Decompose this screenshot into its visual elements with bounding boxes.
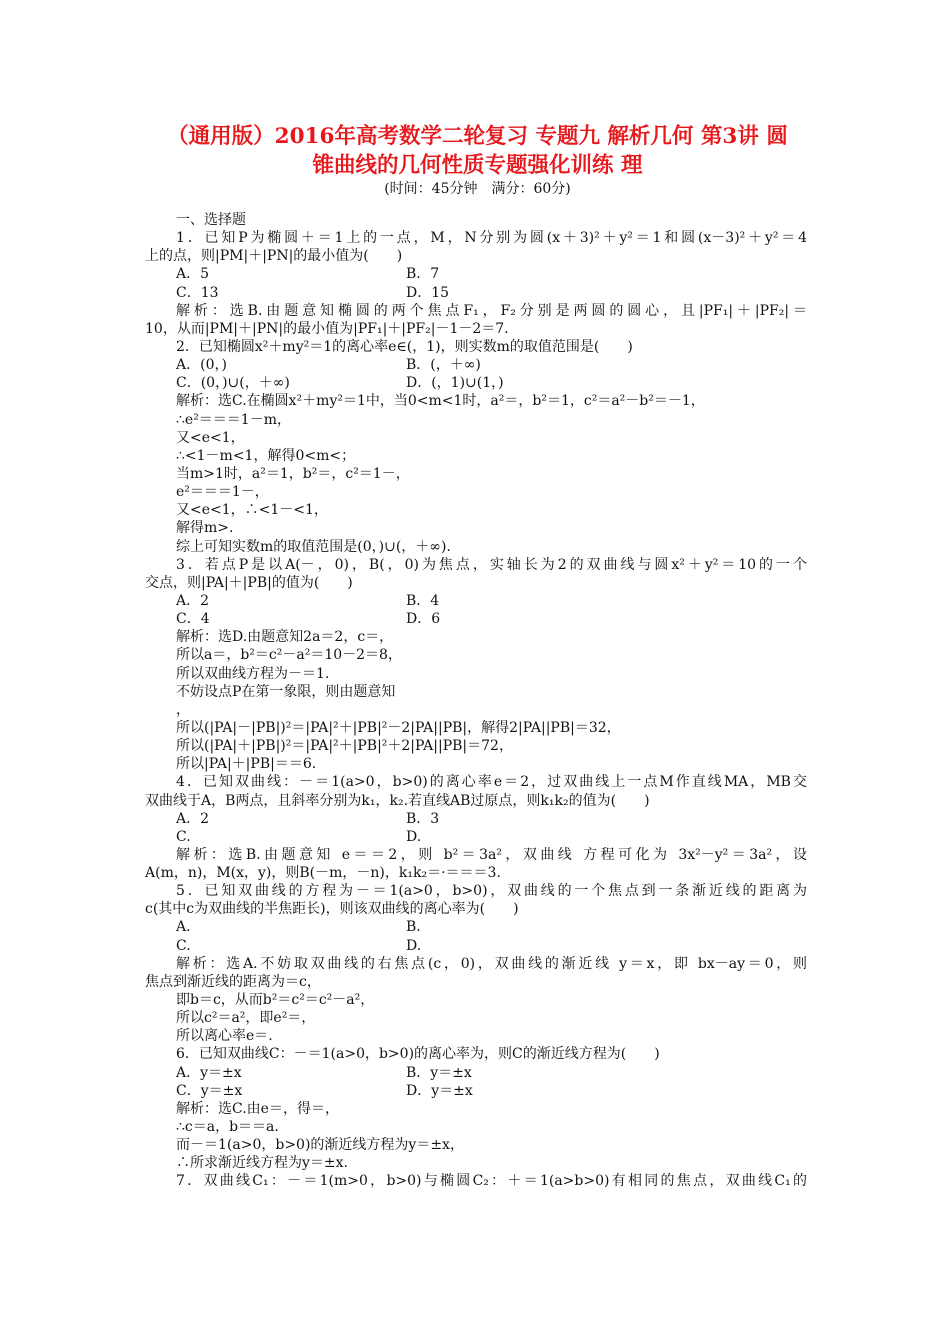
option-right: D. (406, 937, 422, 954)
document-title-line-2: 锥曲线的几何性质专题强化训练 理 (312, 153, 643, 178)
text-line: 7．双曲线C₁：－＝1(m>0，b>0)与椭圆C₂：＋＝1(a>b>0)有相同的焦点，双曲线C₁的 (176, 1173, 807, 1190)
text-line: 5．已知双曲线的方程为－＝1(a>0，b>0)，双曲线的一个焦点到一条渐近线的距离为 (176, 883, 807, 900)
text-line: 而－＝1(a>0，b>0)的渐近线方程为y＝±x， (176, 1137, 464, 1154)
answer-options-row (145, 937, 807, 955)
option-left: A．(0，) (176, 357, 227, 374)
option-left: C．13 (176, 284, 219, 301)
answer-options-row (145, 918, 807, 936)
option-left: C. (176, 828, 191, 845)
answer-options-row (145, 374, 807, 392)
text-line: 所以a＝，b²＝c²－a²＝10－2＝8， (176, 647, 402, 664)
text-line: 解析：选B.由题意知椭圆的两个焦点F₁，F₂分别是两圆的圆心，且|PF₁|＋|PF₂|＝ (176, 302, 807, 319)
text-line: 所以|PA|＋|PB|＝＝6. (176, 756, 317, 773)
text-line: A(m，n)，M(x，y)，则B(－m，－n)，k₁k₂＝·＝＝＝3. (145, 865, 501, 882)
text-line: 上的点，则|PM|＋|PN|的最小值为( ) (145, 248, 403, 265)
option-right: D．15 (406, 284, 450, 301)
text-line: e²＝＝＝1－， (176, 484, 269, 501)
text-line: 解析：选D.由题意知2a＝2，c＝， (176, 629, 394, 646)
text-line: 解析：选A.不妨取双曲线的右焦点(c，0)，双曲线的渐近线 y＝x，即 bx－ay＝0，则 (176, 955, 807, 972)
text-line: 解析：选B.由题意知 e＝＝2，则 b²＝3a²，双曲线 方程可化为 3x²－y²＝3a²，设 (176, 846, 807, 863)
answer-options-row (145, 810, 807, 828)
option-right: D．6 (406, 611, 441, 628)
text-line: 所以(|PA|＋|PB|)²＝|PA|²＋|PB|²＋2|PA||PB|＝72， (176, 738, 513, 755)
text-line: 所以双曲线方程为－＝1. (176, 665, 330, 682)
text-line: ∴e²＝＝＝1－m， (176, 411, 291, 428)
text-line: c(其中c为双曲线的半焦距长)，则该双曲线的离心率为( ) (145, 901, 519, 918)
option-right: B. (406, 919, 421, 936)
option-left: C．4 (176, 611, 210, 628)
answer-options-row (145, 592, 807, 610)
option-right: B．(，＋∞) (406, 357, 481, 374)
text-line: ， (176, 701, 190, 718)
option-left: C．(0，)∪(，＋∞) (176, 375, 290, 392)
option-right: B．4 (406, 592, 440, 609)
answer-options-row (145, 356, 807, 374)
option-right: B．y＝±x (406, 1064, 472, 1081)
option-right: D. (406, 828, 422, 845)
text-line: 又<e<1， (176, 429, 245, 446)
text-line: 当m>1时，a²＝1，b²＝，c²＝1－， (176, 465, 410, 482)
text-line: 解得m>. (176, 520, 234, 537)
option-left: A．2 (176, 810, 210, 827)
option-left: C．y＝±x (176, 1082, 243, 1099)
answer-options-row (145, 284, 807, 302)
option-right: B．7 (406, 266, 440, 283)
text-line: 4．已知双曲线：－＝1(a>0，b>0)的离心率e＝2，过双曲线上一点M作直线MA，MB交 (176, 774, 807, 791)
text-line: 双曲线于A，B两点，且斜率分别为k₁，k₂.若直线AB过原点，则k₁k₂的值为( ) (145, 792, 650, 809)
text-line: 交点，则|PA|＋|PB|的值为( ) (145, 574, 353, 591)
text-line: ∴所求渐近线方程为y＝±x. (176, 1155, 348, 1172)
option-left: A．2 (176, 592, 210, 609)
document-title-line-1: （通用版）2016年高考数学二轮复习 专题九 解析几何 第3讲 圆 (167, 124, 788, 149)
text-line: 2．已知椭圆x²＋my²＝1的离心率e∈(，1)，则实数m的取值范围是( ) (176, 338, 633, 355)
text-line: 3．若点P是以A(－，0)，B(，0)为焦点，实轴长为2的双曲线与圆x²＋y²＝10的一个 (176, 556, 807, 573)
option-right: D．(，1)∪(1，) (406, 375, 504, 392)
text-line: 6．已知双曲线C：－＝1(a>0，b>0)的离心率为，则C的渐近线方程为( ) (176, 1046, 660, 1063)
option-left: C. (176, 937, 191, 954)
text-line: 解析：选C.在椭圆x²＋my²＝1中，当0<m<1时，a²＝，b²＝1，c²＝a²－b²＝－1， (176, 393, 705, 410)
text-line: 所以离心率e＝. (176, 1028, 273, 1045)
text-line: 一、选择题 (176, 212, 246, 228)
answer-options-row (145, 1082, 807, 1100)
text-line: 综上可知实数m的取值范围是(0，)∪(，＋∞). (176, 538, 451, 555)
option-left: A．y＝±x (176, 1064, 242, 1081)
text-line: 不妨设点P在第一象限，则由题意知 (176, 683, 396, 700)
text-line: ∴c＝a，b＝＝a. (176, 1119, 279, 1136)
text-line: 焦点到渐近线的距离为＝c， (145, 973, 321, 990)
text-line: 解析：选C.由e＝，得＝， (176, 1100, 339, 1117)
text-line: 所以c²＝a²，即e²＝， (176, 1010, 316, 1027)
answer-options-row (145, 1064, 807, 1082)
option-left: A．5 (176, 266, 210, 283)
text-line: 即b＝c，从而b²＝c²＝c²－a²， (176, 992, 375, 1009)
option-right: D．y＝±x (406, 1082, 473, 1099)
document-body (145, 211, 807, 1191)
option-right: B．3 (406, 810, 440, 827)
answer-options-row (145, 828, 807, 846)
text-line: 1．已知P为椭圆＋＝1上的一点，M，N分别为圆(x＋3)²＋y²＝1和圆(x－3)²＋y²＝4 (176, 230, 807, 247)
text-line: 所以(|PA|－|PB|)²＝|PA|²＋|PB|²－2|PA||PB|，解得2|PA||PB|＝32， (176, 719, 621, 736)
answer-options-row (145, 265, 807, 283)
option-left: A. (176, 919, 191, 936)
text-line: 10，从而|PM|＋|PN|的最小值为|PF₁|＋|PF₂|－1－2＝7. (145, 320, 509, 337)
text-line: ∴<1－m<1，解得0<m<； (176, 447, 356, 464)
text-line: 又<e<1，∴<1－<1， (176, 502, 328, 519)
exam-time-score: (时间：45分钟 满分：60分) (384, 181, 571, 197)
answer-options-row (145, 610, 807, 628)
